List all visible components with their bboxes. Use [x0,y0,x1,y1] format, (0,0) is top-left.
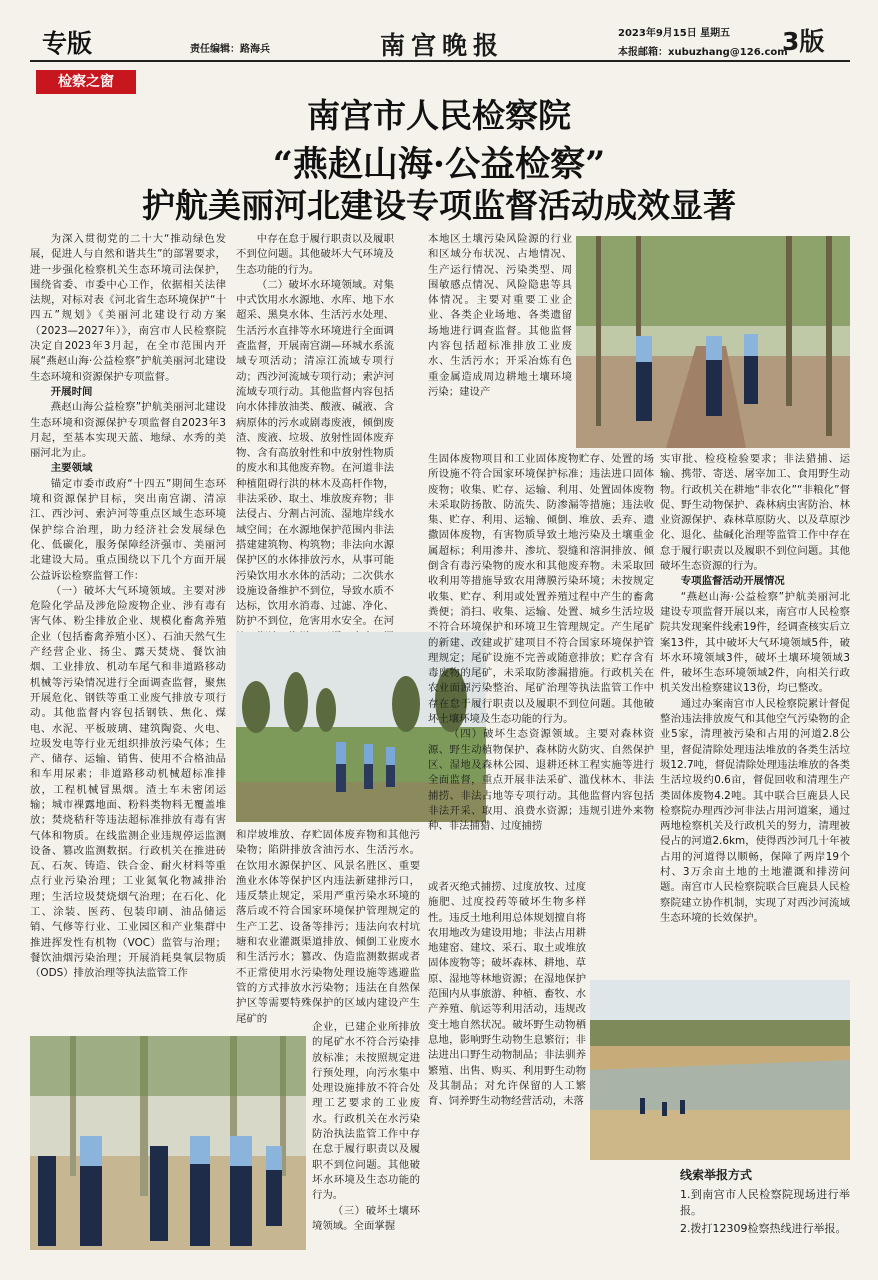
paragraph: 和岸坡堆放、存贮固体废弃物和其他污染物；陷阱排放含油污水、生活污水。在饮用水源保护区、风景名胜区、重要渔业水体等保护区内违法新建排污口，违反禁止规定，采用严重污染水环境的落后或不符合国家环境保护管理规定的生产工艺、设备等排污；违法向农村坑塘和农业灌溉渠道排放、倾倒工业废水和生活污水；篡改、伪造监测数据或者不正常使用水污染物处理设施等逃避监管的方式排放水污染物；违法在自然保护区等需要特殊保护的区域内建设产生尾矿的 [236,829,420,1025]
column-tag: 检察之窗 [36,70,136,94]
section-label: 专版 [42,29,93,58]
header-rule [30,60,850,62]
article-column-1 [30,232,226,1032]
forest-path-photo [576,236,850,448]
article-column-2-narrow [312,1020,420,1260]
report-methods-box [680,1166,850,1250]
article-column-2-lower [236,828,420,1025]
paragraph: （二）破坏水环境领域。对集中式饮用水水源地、水库、地下水超采、黑臭水体、生活污水处理、生活污水直排等水环境进行全面调查监督，开展南宫湖—环城水系流域专项活动；清凉江流域专项行动；西沙河流域专项行动；索泸河流域专项行动。其他监督内容包括向水体排放油类、酸液、碱液、含病原体的污水或剧毒废液，倾倒废渣、废液、垃圾、放射性固体废弃物、含有高放射性和中放射性物质的废水和其他废弃物。在河道非法种植阻碍行洪的林木及高杆作物，非法采砂、取土、堆放废弃物；非法侵占、分割占河流、湿地岸线水域空间；在水源地保护范围内非法搭建建筑物、构筑物；非法向水源保护区的水体排放污水，从事可能污染饮用水水体的活动；二次供水设施设备维护不到位，导致水质不达标，饮用水消毒、过滤、净化、防护不到位，危害用水安全。在河 [236,278,394,628]
subheading-time: 开展时间 [50,385,93,398]
paragraph: 或者灭绝式捕捞、过度放牧、过度施肥、过度投药等破坏生物多样性。违反土地利用总体规划擅自将农用地改为建设用地；非法占用耕地建窑、建坟、采石、取土或堆放固体废物等；破坏森林、耕地、草原、湿地等林地资源；在湿地保护范围内从事旅游、种植、畜牧、水产养殖、航运等利用活动，违规改变土地自然状况。破坏野生动物栖息地，影响野生动物生息繁衍；非法进出口野生动物制品；非法驯养繁殖、出售、购买、利用野生动物及其制品；对允许保留的人工繁育、饲养野生动物经营活动，未落 [428,881,586,1108]
paragraph: 实审批、检疫检验要求；非法猎捕、运输、携带、寄送、屠宰加工、食用野生动物。行政机关在耕地“非农化”“非粮化”督促、野生动物保护、森林病虫害防治、林业资源保护、森林草原防火、以及草原沙化、退化、盐碱化治理等监管工作中存在怠于履行职责以及履职不到位问题。其他破坏生态资源的行为。 [660,453,850,573]
headline-line-3: 护航美丽河北建设专项监督活动成效显著 [142,186,736,225]
newspaper-brand: 南宫晚报 [380,31,505,60]
paragraph: 燕赵山海公益检察”护航美丽河北建设生态环境和资源保护专项监督自2023年3月起，至基本实现天蓝、地绿、水秀的美丽河北为止。 [30,401,226,460]
headline-line-1: 南宫市人民检察院 [307,96,571,135]
article-column-3-lower [428,880,586,1248]
paragraph: 生固体废物项目和工业固体废物贮存、处置的场所设施不符合国家环境保护标准；违法进口固体废物；收集、贮存、运输、利用、处置固体废物未采取防扬散、防流失、防渗漏等措施；违法收集、贮存、利用、运输、倾倒、堆放、丢弃、遗撒固体废物，有害物质导致土地污染及土壤重金属超标；利用渗井、渗坑、裂缝和溶洞排放、倾倒含有毒污染物的废水和其他废弃物。未采取回收利用等措施导致农用薄膜污染环境；未按规定收集、贮存、利用或处置养殖过程中产生的畜禽粪便；消扫、收集、运输、处置、城乡生活垃圾不符合环境保护和环境卫生管理规定。产生尾矿的新建、改建或扩建项目不符合国家环境保护管理规定；尾矿设施不完善或随意排放；贮存含有毒废物的尾矿，未采取防渗漏措施。行政机关在农业面源污染整治、尾矿治理等执法监管工作中存在怠于履行职责以及履职不到位问题。其他破坏土壤环境及生态功能的行为。 [428,453,654,726]
report-method-2: 2.拨打12309检察热线进行举报。 [680,1222,847,1235]
paragraph: （一）破坏大气环境领域。主要对涉危险化学品及涉危险废物企业、涉有毒有害气体、粉尘排放企业、规模化畜禽养殖企业（包括畜禽养殖小区）、石油天然气生产经营企业、扬尘、露天焚烧、餐饮油烟、工业排放、机动车尾气和非道路移动机械等污染情况进行全面调查监督，聚焦开展危化、钢铁等重工业废气排放专项行动。其他监督内容包括钢铁、焦化、煤电、水泥、平板玻璃、建筑陶瓷、火电、垃圾发电等行业无组织排放污染气体；生产、储存、运输、销售、使用不合格油品和车用尿素；非道路移动机械超标准排放，工程机械冒黑烟。渣土车未密闭运输；城市裸露地面、粉料类物料无覆盖堆放；焚烧秸秆等违法超标准排放有毒有害气体和物质。在线监测企业违规停运监测设备、篡改监测数据。行政机关在推进砖瓦、石灰、铸造、铁合金、耐火材料等重点行业污染治理；工业氮氧化物减排治理；生活垃圾焚烧烟气治理；在石化、化工、涂装、医药、包装印刷、油品储运销、气修等行业、工业园区和产业集群中推进挥发性有机物（VOC）监管与治理；餐饮油烟污染治理；开展消耗臭氧层物质（ODS）排放治理等执法监管工作 [30,584,226,980]
riverbed-photo [590,980,850,1160]
article-column-2 [236,232,394,628]
paragraph: 锚定市委市政府“十四五”期间生态环境和资源保护目标，突出南宫湖、清凉江、西沙河、索泸河等重点区域生态环境保护综合治理，助力经济社会发展绿色化、低碳化，服务保障经济强市、美丽河北建设大局。重点围绕以下几个方面开展公益诉讼检察监督工作： [30,477,226,582]
article-column-3 [428,232,572,450]
headline-line-2: “燕赵山海·公益检察” [272,144,606,185]
paragraph: “燕赵山海·公益检察”护航美丽河北建设专项监督开展以来，南宫市人民检察院共发现案件线索19件，经调查核实后立案13件，其中破坏大气环境领域5件，破坏水环境领域3件，破坏土壤环境领域3件，破坏生态环境领域2件，向相关行政机关发出检察建议13份，均已整改。 [660,590,850,695]
paragraph: 通过办案南宫市人民检察院累计督促整治违法排放废气和其他空气污染物的企业5家，清理被污染和占用的河道2.8公里，督促清除处理违法堆放的各类生活垃圾12.7吨，督促清除处理违法堆放的各类生活垃圾约0.6亩，督促回收和清理生产类固体废物4.2吨。其中联合巨鹿县人民检察院办理西沙河非法占用河道案，通过两地检察机关及行政机关的努力，清理被侵占的河道2.6km，使得西沙河几十年被占用的河道得以顺畅，保障了两岸19个村、3万余亩土地的土地灌溉和排涝问题。南宫市人民检察院联合巨鹿县人民检察院建立协作机制，实现了对西沙河流域生态环境的长效保护。 [660,697,850,924]
page-number: 3版 [782,27,825,56]
newspaper-header [0,0,878,62]
editor-line: 责任编辑：路海兵 [190,44,270,55]
report-method-1: 1.到南宫市人民检察院现场进行举报。 [680,1188,850,1217]
poplar-grove-photo [30,1036,306,1250]
paragraph: 中存在怠于履行职责以及履职不到位问题。其他破坏大气环境及生态功能的行为。 [236,233,394,276]
subheading-progress: 专项监督活动开展情况 [680,575,785,588]
paragraph: 企业，已建企业所排放的尾矿水不符合污染排放标准；未按照规定进行预处理，向污水集中处理设施排放不符合处理工艺要求的工业废水。行政机关在水污染防治执法监管工作中存在怠于履行职责以及履职不到位问题。其他破坏水环境及生态功能的行为。 [312,1021,420,1202]
issue-date: 2023年9月15日 星期五 [618,28,731,39]
paragraph: （三）破坏土壤环境领域。全面掌握 [312,1204,420,1232]
article-column-4 [660,452,850,924]
paragraph: 本地区土壤污染风险源的行业和区域分布状况、占地情况、生产运行情况、污染类型、周围敏感点情况、风险隐患等具体情况。主要对重要工业企业、各类企业场地、各类遗留场地进行调查监督。其他监督内容包括超标准排放工业废水、生活污水；开采冶炼有色重金属造成周边耕地土壤环境污染；建设产 [428,233,572,398]
paragraph: （四）破坏生态资源领域。主要对森林资源、野生动植物保护、森林防火防灾、自然保护区、湿地及森林公园、退耕还林工程实施等进行全面监督，重点开展非法采矿、滥伐林木、非法捕捞、非法占地等专项行动。其他监督内容包括非法开采、取用、浪费水资源；违规引进外来物种、非法捕猎、过度捕捞 [428,728,654,833]
subheading-fields: 主要领域 [50,462,93,475]
contact-email: 本报邮箱：xubuzhang@126.com [618,47,788,58]
paragraph: 为深入贯彻党的二十大“推动绿色发展，促进人与自然和谐共生”的部署要求，进一步强化检察机关生态环境司法保护，围绕省委、市委中心工作，依据相关法律法规，对标对表《河北省生态环境保护“十四五”规划》《美丽河北建设行动方案（2023—2027年）》，南宫市人民检察院决定自2023年3月起，在全市范围内开展“燕赵山海·公益检察”护航美丽河北建设生态环境和资源保护专项监督。 [30,233,226,383]
report-methods-title: 线索举报方式 [680,1168,753,1182]
article-column-3-middle [428,452,654,872]
